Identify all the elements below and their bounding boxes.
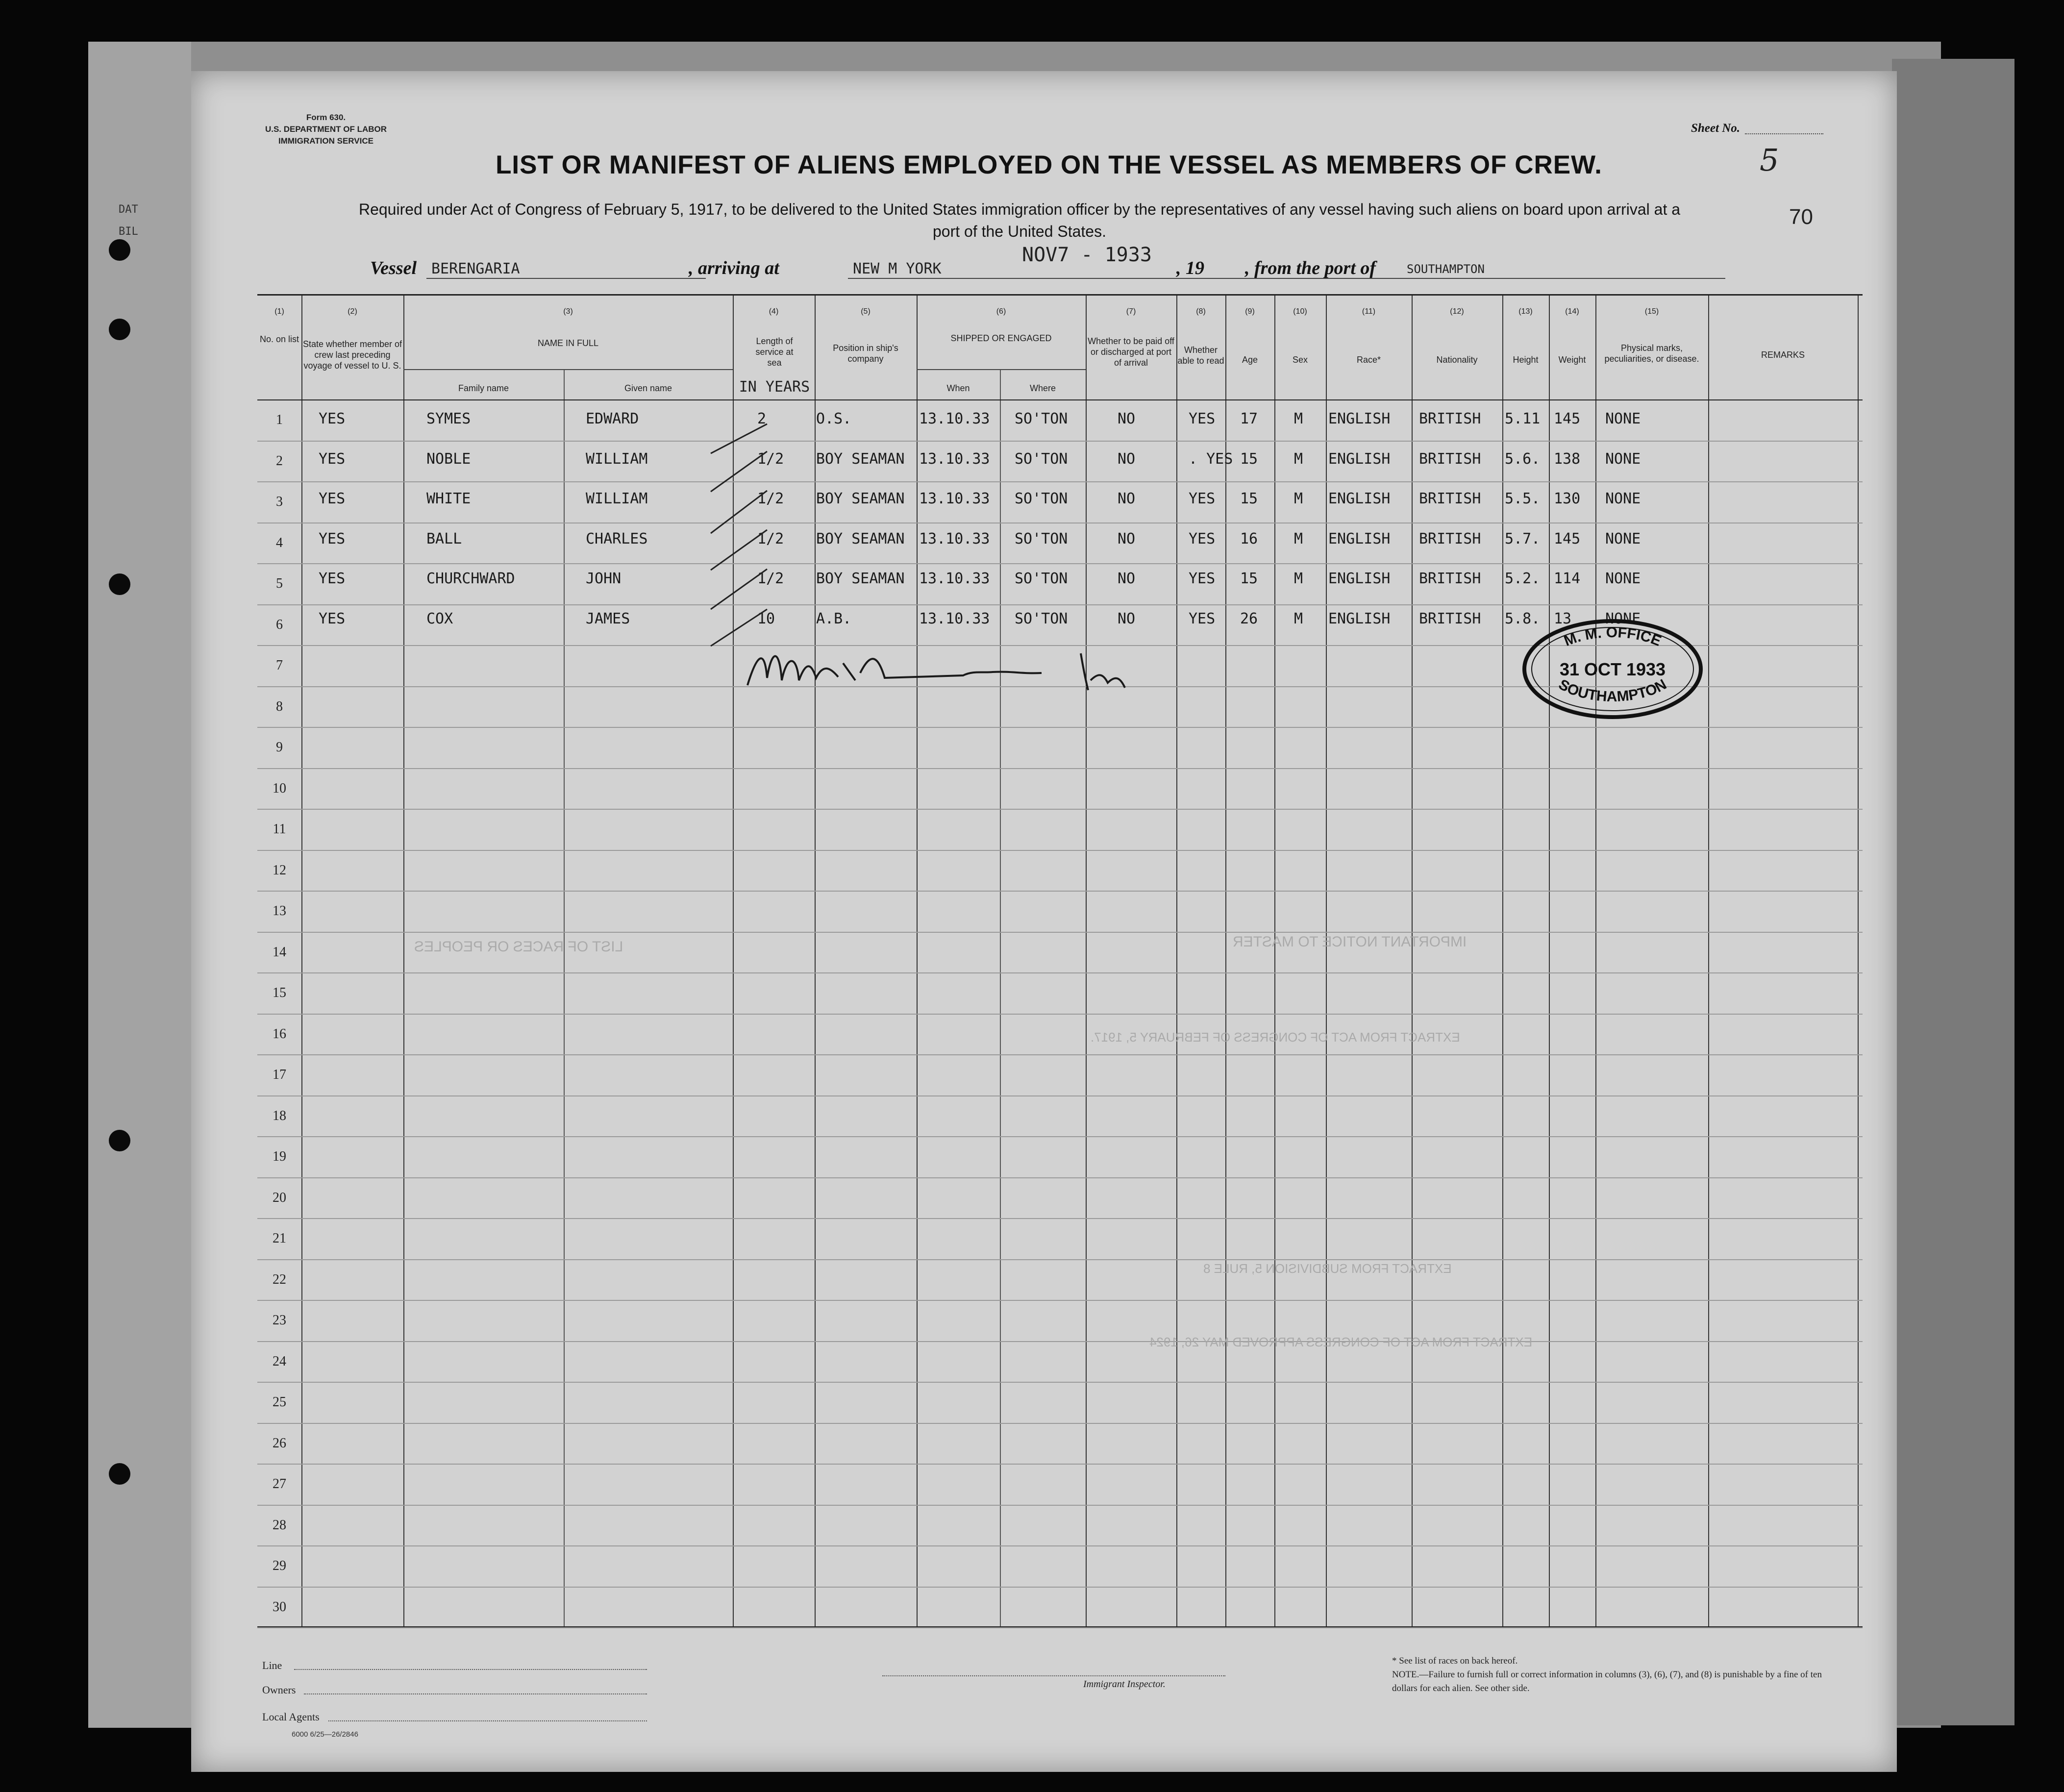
bleed-through-races: LIST OF RACES OR PEOPLES	[414, 939, 623, 955]
given-name-cell: WILLIAM	[586, 450, 648, 468]
col-number: (12)	[1450, 307, 1464, 316]
check-mark	[711, 530, 767, 570]
height-cell: 5.11	[1505, 410, 1541, 427]
years-at-sea-cell: 10	[757, 610, 775, 627]
row-number: 15	[273, 985, 286, 1000]
underlying-sheet-edge	[1892, 59, 2014, 1725]
sex-cell: M	[1294, 570, 1303, 587]
able-to-read-cell: YES	[1189, 610, 1216, 627]
given-name-cell: CHARLES	[586, 530, 648, 548]
able-to-read-cell: . YES	[1189, 450, 1233, 468]
row-number: 12	[273, 862, 286, 878]
race-cell: ENGLISH	[1328, 610, 1391, 627]
col-header-nationality: Nationality	[1436, 355, 1478, 365]
shipped-when-cell: 13.10.33	[919, 610, 990, 627]
row-number: 26	[273, 1435, 286, 1451]
previous-voyage-cell: YES	[319, 610, 346, 627]
height-cell: 5.7.	[1505, 530, 1541, 548]
family-name-cell: SYMES	[426, 410, 471, 427]
col-number: (10)	[1293, 307, 1307, 316]
note-races: * See list of races on back hereof.	[1392, 1656, 1518, 1666]
arriving-label: , arriving at	[689, 258, 779, 278]
row-line	[257, 1627, 1863, 1628]
vessel-name-line	[426, 278, 706, 279]
weight-cell: 145	[1554, 530, 1581, 548]
shipped-where-cell: SO'TON	[1015, 610, 1068, 627]
able-to-read-cell: YES	[1189, 570, 1216, 587]
shipped-where-cell: SO'TON	[1015, 490, 1068, 507]
punch-hole	[109, 1463, 130, 1485]
race-cell: ENGLISH	[1328, 570, 1391, 587]
signature	[738, 634, 1179, 702]
stamp-top-text: M. M. OFFICE	[1562, 624, 1664, 650]
note-text: Failure to furnish full or correct information in columns (3), (6), (7), and (8) is punishable by a fine of ten dollars for each alien. See other side.	[1392, 1669, 1822, 1693]
previous-voyage-cell: YES	[319, 450, 346, 468]
col-number: (8)	[1196, 307, 1206, 316]
shipped-when-cell: 13.10.33	[919, 450, 990, 468]
family-name-cell: BALL	[426, 530, 462, 548]
note-prefix: NOTE.—	[1392, 1669, 1429, 1680]
vessel-name: BERENGARIA	[431, 260, 520, 277]
sex-cell: M	[1294, 610, 1303, 627]
form-number: Form 630.	[306, 113, 346, 122]
row-number: 13	[273, 903, 286, 919]
row-number: 18	[273, 1108, 286, 1123]
shipped-when-cell: 13.10.33	[919, 570, 990, 587]
position-cell: BOY SEAMAN	[816, 450, 905, 468]
col-header-when: When	[946, 383, 970, 393]
race-cell: ENGLISH	[1328, 490, 1391, 507]
punch-hole	[109, 239, 130, 261]
col-header-name: NAME IN FULL	[537, 338, 599, 348]
position-cell: O.S.	[816, 410, 852, 427]
inspector-signature-line	[882, 1675, 1225, 1676]
family-name-cell: CHURCHWARD	[426, 570, 515, 587]
position-cell: BOY SEAMAN	[816, 530, 905, 548]
row-number: 9	[276, 740, 283, 755]
col-number: (4)	[769, 307, 779, 316]
nationality-cell: BRITISH	[1419, 570, 1481, 587]
vessel-label: Vessel	[370, 258, 417, 278]
nationality-cell: BRITISH	[1419, 490, 1481, 507]
height-cell: 5.6.	[1505, 450, 1541, 468]
page-number-handwritten: 70	[1789, 205, 1813, 229]
weight-cell: 138	[1554, 450, 1581, 468]
check-mark	[711, 424, 767, 453]
row-number: 27	[273, 1476, 286, 1492]
punch-hole	[109, 573, 130, 595]
sheet-number-label: Sheet No.	[1691, 122, 1740, 135]
bleed-through-extract3: EXTRACT FROM ACT OF CONGRESS APPROVED MAY 26, 1924	[1149, 1335, 1533, 1349]
shipped-where-cell: SO'TON	[1015, 570, 1068, 587]
note-penalty	[1392, 1668, 1843, 1695]
row-number: 16	[273, 1026, 286, 1042]
race-cell: ENGLISH	[1328, 450, 1391, 468]
previous-voyage-cell: YES	[319, 490, 346, 507]
row-number: 21	[273, 1231, 286, 1246]
able-to-read-cell: YES	[1189, 410, 1216, 427]
row-number: 4	[276, 535, 283, 550]
tick-marks	[257, 296, 1863, 1626]
col-header-physical-marks: Physical marks, peculiarities, or disease.	[1604, 343, 1699, 364]
col-number: (14)	[1565, 307, 1579, 316]
given-name-cell: WILLIAM	[586, 490, 648, 507]
position-cell: BOY SEAMAN	[816, 490, 905, 507]
crew-manifest-table	[257, 294, 1863, 1628]
race-cell: ENGLISH	[1328, 410, 1391, 427]
col-header-position: Position in ship's company	[833, 343, 898, 364]
line-field	[294, 1669, 647, 1670]
shipped-when-cell: 13.10.33	[919, 490, 990, 507]
physical-marks-cell: NONE	[1605, 410, 1641, 427]
shipped-where-cell: SO'TON	[1015, 450, 1068, 468]
years-at-sea-cell: 1/2	[757, 490, 784, 507]
row-number: 1	[276, 412, 283, 427]
bleed-through-notice: IMPORTANT NOTICE TO MASTER	[1233, 934, 1467, 950]
from-port-line	[1402, 278, 1725, 279]
sheet-number-line	[1745, 133, 1823, 134]
row-number: 3	[276, 494, 283, 509]
from-port-label: , from the port of	[1245, 258, 1376, 278]
service: IMMIGRATION SERVICE	[278, 136, 373, 146]
stamp-date: 31 OCT 1933	[1559, 659, 1666, 679]
age-cell: 15	[1240, 570, 1258, 587]
nationality-cell: BRITISH	[1419, 610, 1481, 627]
col-number: (13)	[1518, 307, 1533, 316]
paid-off-cell: NO	[1118, 410, 1136, 427]
inspector-label: Immigrant Inspector.	[1083, 1679, 1166, 1690]
position-cell: A.B.	[816, 610, 852, 627]
form-header	[245, 112, 407, 147]
position-cell: BOY SEAMAN	[816, 570, 905, 587]
shipped-where-cell: SO'TON	[1015, 530, 1068, 548]
col-header-paid-off: Whether to be paid off or discharged at port of arrival	[1088, 336, 1174, 368]
row-number: 22	[273, 1271, 286, 1287]
years-at-sea-cell: 2	[757, 410, 767, 427]
col-number: (7)	[1126, 307, 1136, 316]
family-name-cell: WHITE	[426, 490, 471, 507]
col-header-in-years: IN YEARS	[739, 378, 810, 396]
arriving-port: NEW M YORK	[853, 260, 942, 277]
given-name-cell: EDWARD	[586, 410, 639, 427]
row-number: 24	[273, 1353, 286, 1369]
sheet-number-handwritten: 5	[1760, 142, 1779, 178]
age-cell: 26	[1240, 610, 1258, 627]
bleed-through-extract2: EXTRACT FROM SUBDIVISION 5, RULE 8	[1203, 1261, 1452, 1276]
sex-cell: M	[1294, 490, 1303, 507]
year-label: , 19	[1176, 258, 1204, 278]
from-port: SOUTHAMPTON	[1407, 262, 1485, 276]
age-cell: 16	[1240, 530, 1258, 548]
given-name-cell: JOHN	[586, 570, 622, 587]
previous-voyage-cell: YES	[319, 570, 346, 587]
row-number: 5	[276, 576, 283, 591]
row-number: 14	[273, 944, 286, 960]
bleed-through-extract1: EXTRACT FROM ACT OF CONGRESS OF FEBRUARY 5, 1917.	[1091, 1030, 1460, 1045]
weight-cell: 13	[1554, 610, 1572, 627]
col-number: (6)	[996, 307, 1006, 316]
local-agents-field	[328, 1720, 647, 1721]
print-code: 6000 6/25—26/2846	[292, 1730, 358, 1739]
paid-off-cell: NO	[1118, 490, 1136, 507]
shipped-when-cell: 13.10.33	[919, 530, 990, 548]
paid-off-cell: NO	[1118, 610, 1136, 627]
weight-cell: 130	[1554, 490, 1581, 507]
stamp-bottom-text: SOUTHAMPTON	[1556, 676, 1669, 705]
line-label: Line	[262, 1659, 282, 1671]
sex-cell: M	[1294, 410, 1303, 427]
arrival-date-stamp: NOV7 - 1933	[1022, 244, 1152, 266]
physical-marks-cell: NONE	[1605, 450, 1641, 468]
col-header-where: Where	[1029, 383, 1056, 393]
height-cell: 5.2.	[1505, 570, 1541, 587]
col-number: (11)	[1362, 307, 1376, 316]
row-number: 30	[273, 1599, 286, 1615]
sex-cell: M	[1294, 530, 1303, 548]
signature-stroke	[747, 656, 1042, 685]
row-number: 28	[273, 1517, 286, 1533]
nationality-cell: BRITISH	[1419, 450, 1481, 468]
col-header-remarks: REMARKS	[1761, 350, 1805, 360]
col-header-able-to-read: Whether able to read	[1177, 345, 1224, 366]
paid-off-cell: NO	[1118, 530, 1136, 548]
col-header-height: Height	[1513, 355, 1539, 365]
nationality-cell: BRITISH	[1419, 410, 1481, 427]
edge-text: BIL	[119, 225, 138, 238]
edge-text: DAT	[119, 203, 138, 216]
race-cell: ENGLISH	[1328, 530, 1391, 548]
owners-field	[304, 1693, 647, 1694]
physical-marks-cell: NONE	[1605, 490, 1641, 507]
years-at-sea-cell: 1/2	[757, 570, 784, 587]
previous-voyage-cell: YES	[319, 530, 346, 548]
height-cell: 5.5.	[1505, 490, 1541, 507]
paid-off-cell: NO	[1118, 570, 1136, 587]
weight-cell: 145	[1554, 410, 1581, 427]
col-header-length-service: Length of service at sea	[755, 336, 794, 368]
row-number: 29	[273, 1558, 286, 1573]
previous-voyage-cell: YES	[319, 410, 346, 427]
col-header-family-name: Family name	[458, 383, 509, 393]
family-name-cell: NOBLE	[426, 450, 471, 468]
family-name-cell: COX	[426, 610, 453, 627]
able-to-read-cell: YES	[1189, 490, 1216, 507]
local-agents-label: Local Agents	[262, 1711, 320, 1723]
row-number: 20	[273, 1190, 286, 1205]
initials-stroke	[1081, 653, 1125, 690]
col-number: (9)	[1245, 307, 1255, 316]
page-title: LIST OR MANIFEST OF ALIENS EMPLOYED ON THE VESSEL AS MEMBERS OF CREW.	[496, 150, 1602, 179]
row-number: 19	[273, 1149, 286, 1164]
row-number: 8	[276, 698, 283, 714]
office-stamp	[1519, 617, 1706, 722]
row-number: 25	[273, 1394, 286, 1410]
punch-hole	[109, 319, 130, 340]
row-number: 2	[276, 453, 283, 469]
check-mark	[711, 569, 767, 609]
punch-hole	[109, 1130, 130, 1151]
col-header-previous-voyage: State whether member of crew last preceding voyage of vessel to U. S.	[302, 339, 402, 371]
row-number: 7	[276, 658, 283, 673]
able-to-read-cell: YES	[1189, 530, 1216, 548]
col-header-shipped: SHIPPED OR ENGAGED	[950, 333, 1052, 343]
page-subtitle: Required under Act of Congress of February 5, 1917, to be delivered to the United States immigration officer by the representatives of any vessel having such aliens on board upon arrival at a port of the United States.	[358, 200, 1681, 240]
col-header-no: No. on list	[259, 334, 299, 344]
age-cell: 15	[1240, 450, 1258, 468]
col-number: (1)	[274, 307, 284, 316]
col-header-weight: Weight	[1558, 355, 1586, 365]
row-number: 10	[273, 780, 286, 796]
physical-marks-cell: NONE	[1605, 610, 1641, 627]
shipped-when-cell: 13.10.33	[919, 410, 990, 427]
col-number: (2)	[348, 307, 357, 316]
row-number: 6	[276, 617, 283, 632]
row-number: 11	[273, 821, 286, 837]
paid-off-cell: NO	[1118, 450, 1136, 468]
check-mark	[711, 491, 767, 533]
footer-note	[1392, 1654, 1843, 1695]
years-at-sea-cell: 1/2	[757, 530, 784, 548]
age-cell: 15	[1240, 490, 1258, 507]
shipped-where-cell: SO'TON	[1015, 410, 1068, 427]
age-cell: 17	[1240, 410, 1258, 427]
department: U.S. DEPARTMENT OF LABOR	[265, 124, 387, 134]
physical-marks-cell: NONE	[1605, 570, 1641, 587]
physical-marks-cell: NONE	[1605, 530, 1641, 548]
col-header-race: Race*	[1356, 355, 1381, 365]
sex-cell: M	[1294, 450, 1303, 468]
col-number: (5)	[861, 307, 870, 316]
check-mark	[711, 451, 767, 492]
col-number: (3)	[563, 307, 573, 316]
col-header-sex: Sex	[1292, 355, 1308, 365]
nationality-cell: BRITISH	[1419, 530, 1481, 548]
height-cell: 5.8.	[1505, 610, 1541, 627]
given-name-cell: JAMES	[586, 610, 630, 627]
weight-cell: 114	[1554, 570, 1581, 587]
owners-label: Owners	[262, 1684, 296, 1696]
row-number: 23	[273, 1313, 286, 1328]
col-number: (15)	[1644, 307, 1659, 316]
left-margin-strip	[88, 42, 191, 1728]
years-at-sea-cell: 1/2	[757, 450, 784, 468]
row-number: 17	[273, 1067, 286, 1082]
vessel-line	[363, 244, 1725, 282]
col-header-age: Age	[1242, 355, 1258, 365]
col-header-given-name: Given name	[624, 383, 672, 393]
